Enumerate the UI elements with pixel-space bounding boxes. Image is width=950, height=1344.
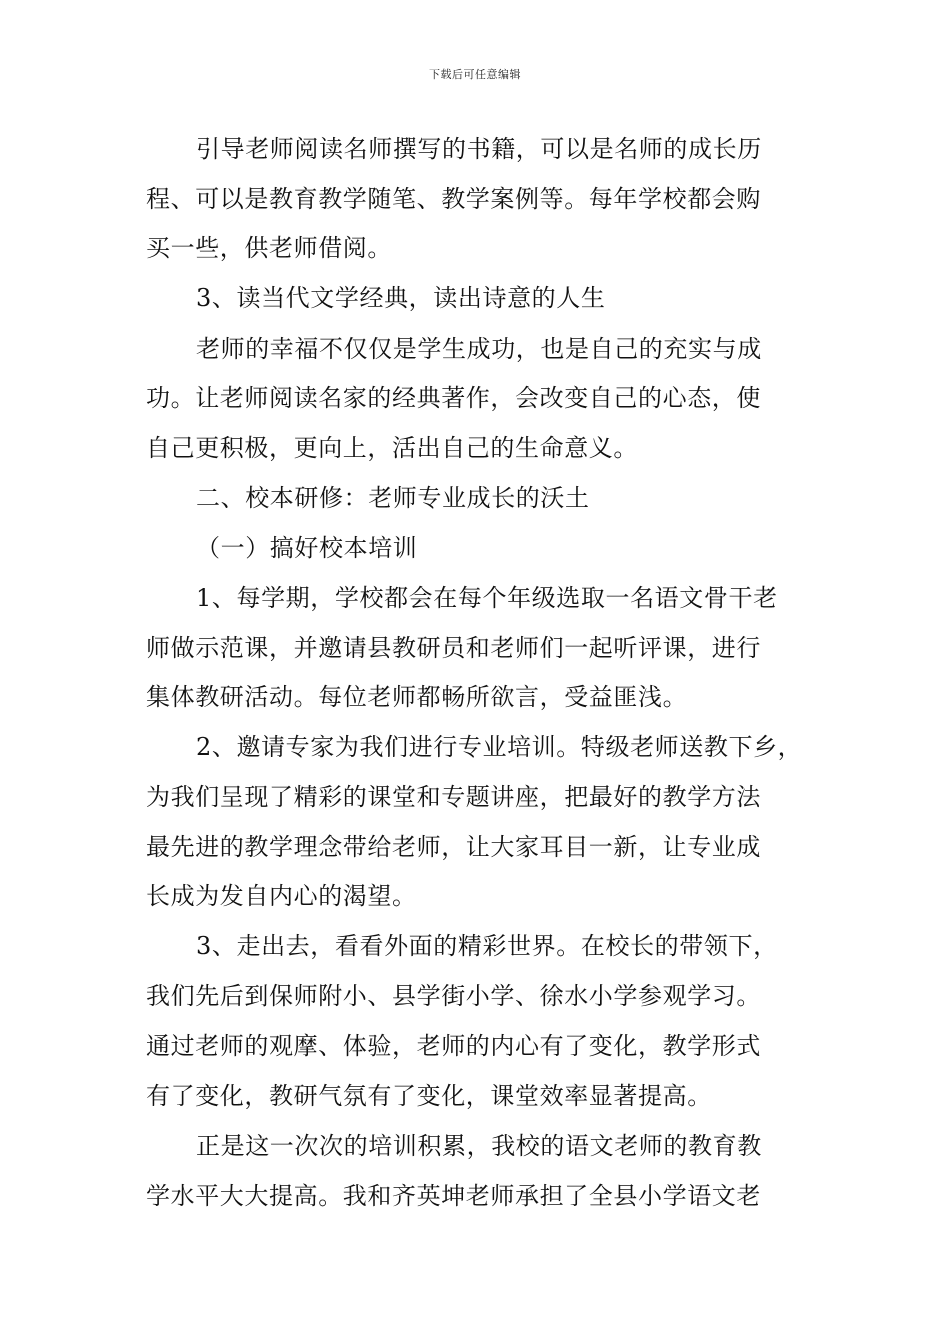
text-line: 程、可以是教育教学随笔、教学案例等。每年学校都会购 bbox=[146, 185, 761, 213]
text-line: 老师的幸福不仅仅是学生成功，也是自己的充实与成 bbox=[196, 335, 762, 363]
text-line: 我们先后到保师附小、县学街小学、徐水小学参观学习。 bbox=[146, 982, 761, 1010]
text-line: 3、走出去，看看外面的精彩世界。在校长的带领下， bbox=[196, 932, 778, 960]
text-line: 自己更积极，更向上，活出自己的生命意义。 bbox=[146, 434, 638, 462]
header-note: 下载后可任意编辑 bbox=[429, 68, 521, 81]
text-line: 师做示范课，并邀请县教研员和老师们一起听评课，进行 bbox=[146, 634, 761, 662]
text-line: 学水平大大提高。我和齐英坤老师承担了全县小学语文老 bbox=[146, 1182, 761, 1210]
text-line: 为我们呈现了精彩的课堂和专题讲座，把最好的教学方法 bbox=[146, 783, 761, 811]
text-line: 功。让老师阅读名家的经典著作，会改变自己的心态，使 bbox=[146, 384, 761, 412]
text-line: 有了变化，教研气氛有了变化，课堂效率显著提高。 bbox=[146, 1082, 712, 1110]
text-line: 2、邀请专家为我们进行专业培训。特级老师送教下乡， bbox=[196, 733, 803, 761]
text-line: 正是这一次次的培训积累，我校的语文老师的教育教 bbox=[196, 1132, 762, 1160]
text-line: 长成为发自内心的渴望。 bbox=[146, 882, 417, 910]
text-line: 3、读当代文学经典，读出诗意的人生 bbox=[196, 284, 606, 312]
text-line: 1、每学期，学校都会在每个年级选取一名语文骨干老 bbox=[196, 584, 778, 612]
text-line: 二、校本研修：老师专业成长的沃土 bbox=[196, 484, 590, 512]
text-line: （一）搞好校本培训 bbox=[196, 534, 418, 562]
text-line: 最先进的教学理念带给老师，让大家耳目一新，让专业成 bbox=[146, 833, 761, 861]
text-line: 引导老师阅读名师撰写的书籍，可以是名师的成长历 bbox=[196, 135, 762, 163]
text-line: 买一些，供老师借阅。 bbox=[146, 234, 392, 262]
text-line: 集体教研活动。每位老师都畅所欲言，受益匪浅。 bbox=[146, 683, 688, 711]
text-line: 通过老师的观摩、体验，老师的内心有了变化，教学形式 bbox=[146, 1032, 761, 1060]
